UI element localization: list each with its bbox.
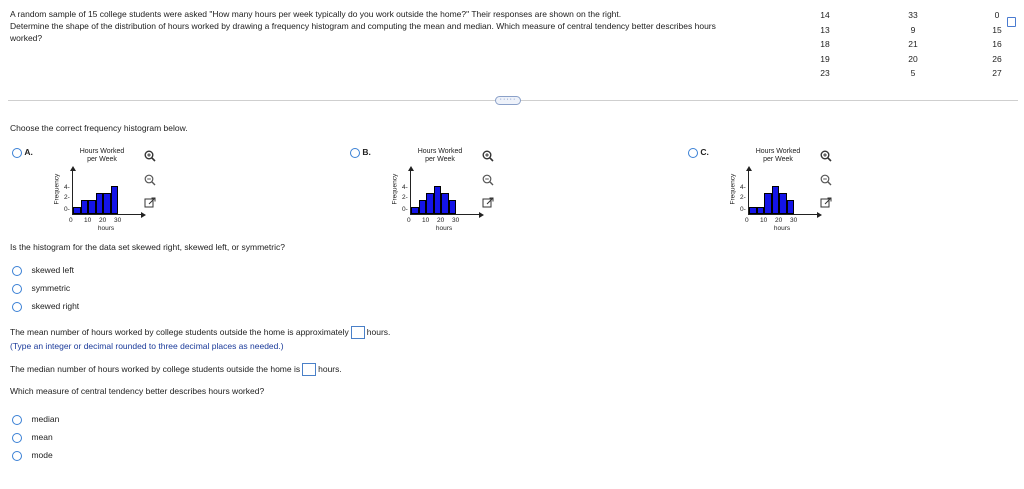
data-cell: 27	[992, 68, 1002, 78]
data-cell: 19	[820, 53, 830, 64]
data-cell: 23	[820, 68, 830, 78]
x-axis	[72, 214, 142, 215]
y-tick-label: 0-	[402, 206, 408, 213]
zoom-in-icon[interactable]	[482, 150, 494, 162]
histogram-option-c[interactable]	[688, 147, 709, 158]
histogram-bar	[779, 193, 787, 214]
x-tick-label: 10	[422, 217, 430, 224]
y-tick-label: 2-	[740, 194, 746, 201]
x-axis-arrow	[141, 212, 146, 218]
zoom-in-icon[interactable]	[820, 150, 832, 162]
x-axis	[410, 214, 480, 215]
expand-more-button[interactable]: ·····	[495, 96, 521, 105]
copy-data-icon[interactable]	[1007, 17, 1016, 27]
y-axis-label: Frequency	[391, 173, 399, 205]
median-row	[10, 362, 342, 376]
histogram-bar	[764, 193, 772, 214]
data-cell: 33	[908, 10, 918, 20]
histogram-bar	[772, 186, 780, 214]
shape-question: Is the histogram for the data set skewed right, skewed left, or symmetric?	[10, 242, 285, 252]
mean-hint: (Type an integer or decimal rounded to three decimal places as needed.)	[10, 341, 284, 351]
histogram-option-a[interactable]	[12, 147, 33, 158]
title-line-1: Hours Worked	[755, 148, 801, 155]
x-tick-label: 20	[775, 217, 783, 224]
histogram-bar	[411, 207, 419, 214]
x-tick-label: 20	[99, 217, 107, 224]
x-tick-label: 10	[760, 217, 768, 224]
question-line-2: Determine the shape of the distribution of hours worked by drawing a frequency histogram and computing the mean and median. Which measure of central tendency better describes hours	[10, 21, 716, 31]
option-letter: B.	[362, 147, 371, 157]
x-axis-label: hours	[97, 225, 115, 232]
x-axis-label: hours	[773, 225, 791, 232]
measure-option[interactable]	[12, 450, 53, 461]
y-tick-label: 4-	[64, 184, 70, 191]
data-cell: 5	[910, 68, 916, 78]
histogram-b	[384, 148, 494, 238]
zoom-out-icon[interactable]	[482, 174, 494, 186]
histogram-bar	[426, 193, 434, 214]
y-tick-label: 2-	[402, 194, 408, 201]
radio-button[interactable]	[12, 284, 22, 294]
title-line-2: per Week	[425, 156, 455, 163]
histogram-bar	[81, 200, 89, 214]
histogram-title	[64, 148, 140, 164]
question-text	[10, 8, 800, 44]
data-cell: 14	[820, 10, 830, 20]
x-tick-label: 20	[437, 217, 445, 224]
title-line-1: Hours Worked	[417, 148, 463, 155]
radio-button[interactable]	[350, 148, 360, 158]
y-tick-label: 4-	[402, 184, 408, 191]
median-answer-input[interactable]	[302, 363, 316, 376]
mean-answer-input[interactable]	[351, 326, 365, 339]
histogram-bar	[419, 200, 427, 214]
x-tick-label: 10	[84, 217, 92, 224]
option-letter: A.	[24, 147, 33, 157]
x-axis-label: hours	[435, 225, 453, 232]
option-label: mean	[31, 432, 53, 442]
data-cell: 0	[994, 10, 1000, 20]
zoom-in-icon[interactable]	[144, 150, 156, 162]
histogram-bar	[787, 200, 795, 214]
data-cell: 26	[992, 53, 1002, 64]
mean-prompt: The mean number of hours worked by college students outside the home is approximately	[10, 327, 349, 337]
shape-option[interactable]	[12, 283, 70, 294]
histogram-option-b[interactable]	[350, 147, 371, 158]
zoom-out-icon[interactable]	[144, 174, 156, 186]
measure-question: Which measure of central tendency better describes hours worked?	[10, 386, 265, 396]
option-label: mode	[31, 450, 53, 460]
measure-option[interactable]	[12, 414, 59, 425]
option-label: median	[31, 414, 60, 424]
histogram-bar	[96, 193, 104, 214]
x-tick-label: 30	[114, 217, 122, 224]
data-cell: 18	[820, 39, 830, 49]
median-prompt: The median number of hours worked by college students outside the home is	[10, 364, 301, 374]
histogram-title	[402, 148, 478, 164]
choose-histogram-prompt: Choose the correct frequency histogram below.	[10, 123, 188, 133]
option-label: skewed left	[31, 265, 74, 275]
data-cell: 9	[910, 24, 916, 35]
open-new-window-icon[interactable]	[144, 197, 156, 209]
histogram-bar	[449, 200, 457, 214]
histogram-bar	[434, 186, 442, 214]
question-line-3: worked?	[10, 33, 43, 43]
histogram-bar	[111, 186, 119, 214]
y-axis-label: Frequency	[729, 173, 737, 205]
data-table	[808, 8, 1018, 80]
x-tick-label: 30	[452, 217, 460, 224]
option-label: skewed right	[31, 301, 80, 311]
radio-button[interactable]	[12, 266, 22, 276]
x-tick-label: 0	[407, 217, 411, 224]
question-line-1: A random sample of 15 college students were asked "How many hours per week typically do you work outside the home?" Their responses are shown on the right.	[10, 9, 622, 19]
zoom-out-icon[interactable]	[820, 174, 832, 186]
title-line-2: per Week	[87, 156, 117, 163]
histogram-c	[722, 148, 832, 238]
x-axis	[748, 214, 818, 215]
mean-row	[10, 325, 390, 339]
histogram-bar	[88, 200, 96, 214]
histogram-a	[46, 148, 156, 238]
histogram-bar	[441, 193, 449, 214]
y-tick-label: 2-	[64, 194, 70, 201]
data-cell: 15	[992, 24, 1002, 35]
option-letter: C.	[700, 147, 709, 157]
y-tick-label: 0-	[740, 206, 746, 213]
open-new-window-icon[interactable]	[482, 197, 494, 209]
x-tick-label: 0	[745, 217, 749, 224]
measure-option[interactable]	[12, 432, 53, 443]
y-tick-label: 4-	[740, 184, 746, 191]
histogram-bar	[749, 207, 757, 214]
title-line-1: Hours Worked	[79, 148, 125, 155]
data-cell: 20	[908, 53, 918, 64]
radio-button[interactable]	[12, 302, 22, 312]
histogram-title	[740, 148, 816, 164]
histogram-bar	[103, 193, 111, 214]
mean-unit: hours.	[366, 327, 391, 337]
title-line-2: per Week	[763, 156, 793, 163]
x-tick-label: 30	[790, 217, 798, 224]
radio-button[interactable]	[688, 148, 698, 158]
option-label: symmetric	[31, 283, 71, 293]
data-cell: 13	[820, 24, 830, 35]
histogram-bar	[73, 207, 81, 214]
radio-button[interactable]	[12, 433, 22, 443]
open-new-window-icon[interactable]	[820, 197, 832, 209]
y-tick-label: 0-	[64, 206, 70, 213]
histogram-bar	[757, 207, 765, 214]
x-tick-label: 0	[69, 217, 73, 224]
median-unit: hours.	[318, 364, 342, 374]
radio-button[interactable]	[12, 148, 22, 158]
radio-button[interactable]	[12, 451, 22, 461]
data-cell: 16	[992, 39, 1002, 49]
x-axis-arrow	[817, 212, 822, 218]
radio-button[interactable]	[12, 415, 22, 425]
data-cell: 21	[908, 39, 918, 49]
shape-option[interactable]	[12, 265, 74, 276]
x-axis-arrow	[479, 212, 484, 218]
shape-option[interactable]	[12, 301, 79, 312]
y-axis-label: Frequency	[53, 173, 61, 205]
